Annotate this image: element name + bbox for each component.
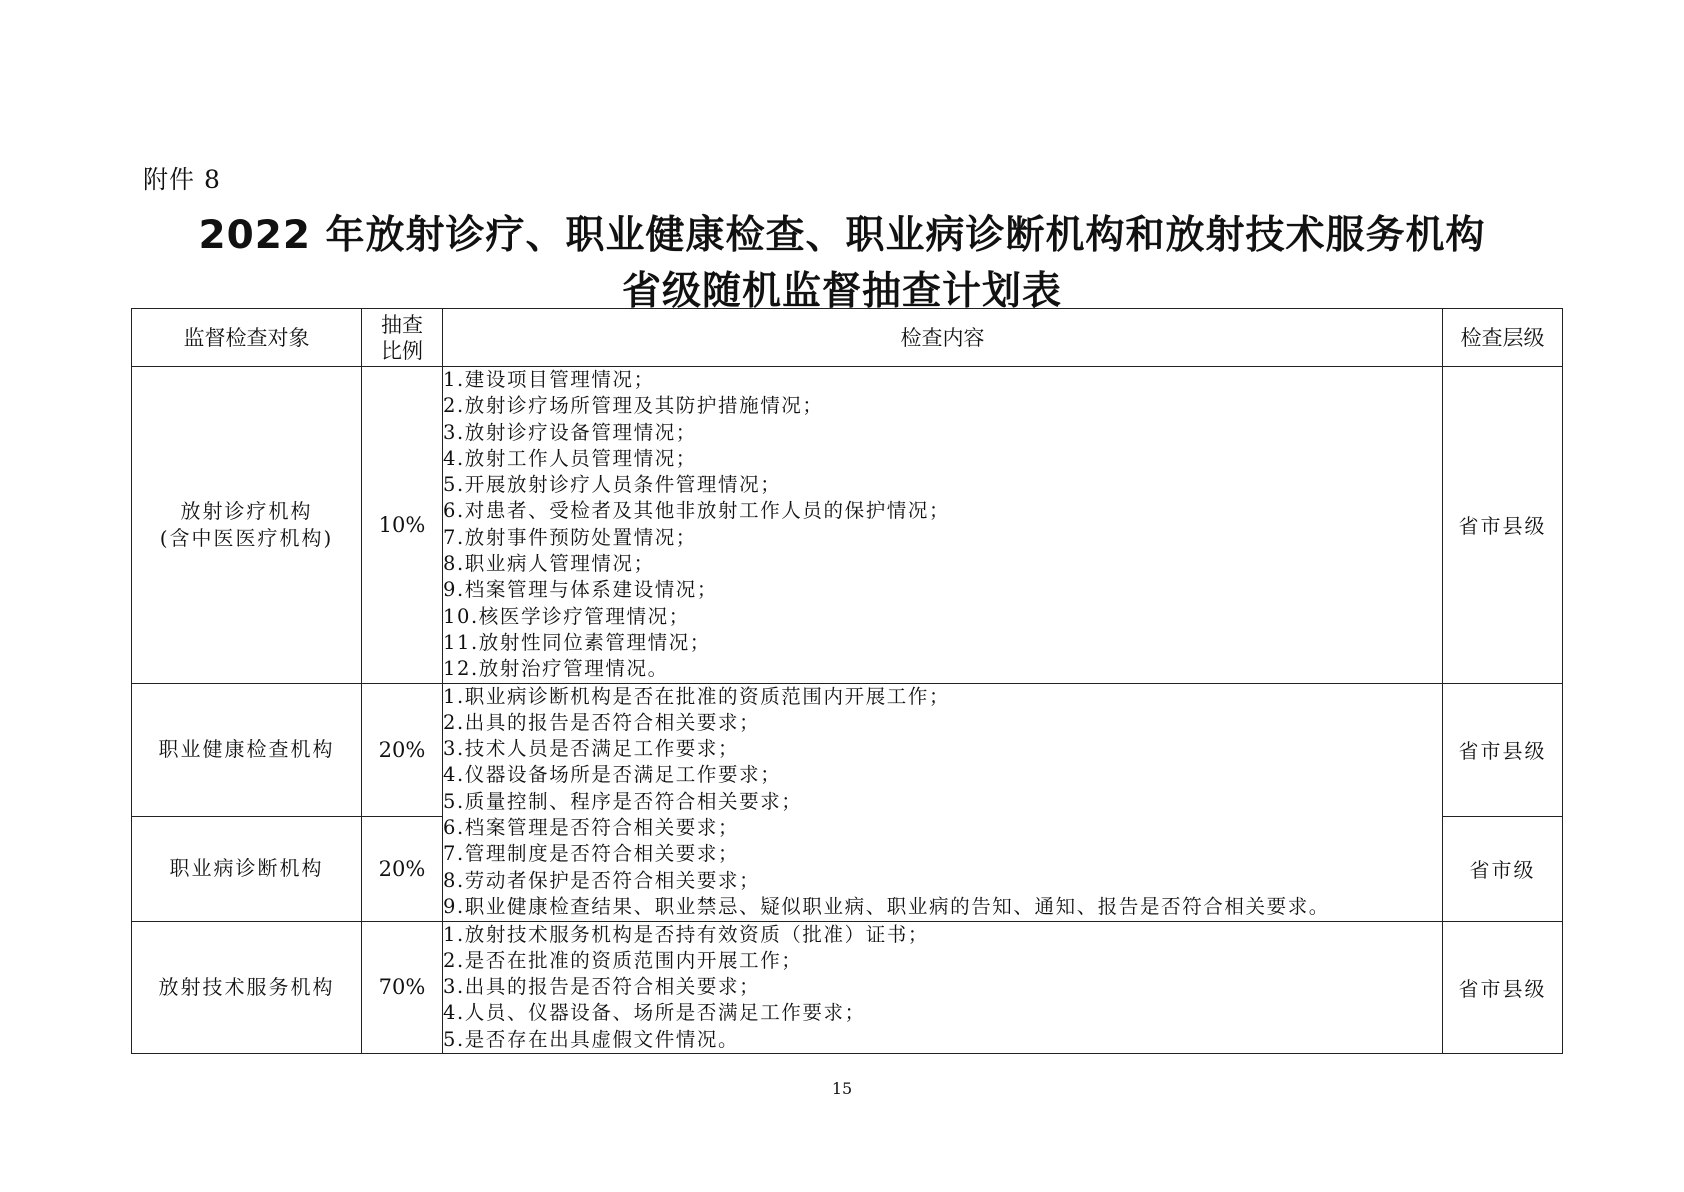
content-item: 7.放射事件预防处置情况；: [443, 525, 697, 549]
content-item: 11.放射性同位素管理情况；: [443, 630, 711, 654]
content-item: 7.管理制度是否符合相关要求；: [443, 842, 740, 866]
row-content: [443, 921, 1443, 1053]
header-ratio-line2: 比例: [381, 338, 423, 363]
content-item: 8.职业病人管理情况；: [443, 552, 655, 576]
header-content: 检查内容: [443, 309, 1443, 367]
document-title-line1: 2022 年放射诊疗、职业健康检查、职业病诊断机构和放射技术服务机构: [198, 213, 1486, 258]
content-item: 5.质量控制、程序是否符合相关要求；: [443, 789, 803, 813]
content-item: 9.职业健康检查结果、职业禁忌、疑似职业病、职业病的告知、通知、报告是否符合相关要求。: [443, 894, 1330, 918]
content-item: 6.档案管理是否符合相关要求；: [443, 816, 740, 840]
row-level: 省市县级: [1443, 921, 1563, 1053]
content-item: 4.放射工作人员管理情况；: [443, 446, 697, 470]
content-item: 10.核医学诊疗管理情况；: [443, 604, 690, 628]
table-header-row: [132, 309, 1563, 367]
header-ratio: [362, 309, 443, 367]
content-item: 12.放射治疗管理情况。: [443, 657, 669, 681]
content-item: 1.放射技术服务机构是否持有效资质（批准）证书；: [443, 922, 930, 946]
page-number: 15: [831, 1079, 853, 1098]
row-object: 职业健康检查机构: [132, 683, 362, 816]
shared-content: [443, 683, 1443, 921]
content-item: 1.职业病诊断机构是否在批准的资质范围内开展工作；: [443, 684, 951, 708]
row-content: [443, 367, 1443, 684]
content-item: 5.是否存在出具虚假文件情况。: [443, 1027, 740, 1051]
content-item: 2.出具的报告是否符合相关要求；: [443, 710, 761, 734]
table-row: [132, 683, 1563, 816]
row-object: 放射技术服务机构: [132, 921, 362, 1053]
table-row: [132, 367, 1563, 684]
row-object: 职业病诊断机构: [132, 816, 362, 921]
content-item: 6.对患者、受检者及其他非放射工作人员的保护情况；: [443, 499, 951, 523]
header-object: 监督检查对象: [132, 309, 362, 367]
document-title-line2: 省级随机监督抽查计划表: [621, 269, 1062, 314]
content-item: 3.技术人员是否满足工作要求；: [443, 737, 740, 761]
content-item: 4.人员、仪器设备、场所是否满足工作要求；: [443, 1001, 866, 1025]
header-ratio-line1: 抽查: [381, 312, 423, 337]
table-row: [132, 921, 1563, 1053]
content-item: 9.档案管理与体系建设情况；: [443, 578, 719, 602]
row-ratio: 20%: [362, 816, 443, 921]
content-item: 3.放射诊疗设备管理情况；: [443, 420, 697, 444]
row-object-line1: 放射诊疗机构: [180, 498, 313, 523]
content-item: 3.出具的报告是否符合相关要求；: [443, 975, 761, 999]
inspection-plan-table: [131, 308, 1563, 1054]
row-level: 省市县级: [1443, 683, 1563, 816]
header-level: 检查层级: [1443, 309, 1563, 367]
row-ratio: 20%: [362, 683, 443, 816]
attachment-label: 附件 8: [143, 165, 221, 194]
row-ratio: 70%: [362, 921, 443, 1053]
content-item: 4.仪器设备场所是否满足工作要求；: [443, 763, 782, 787]
content-item: 5.开展放射诊疗人员条件管理情况；: [443, 473, 782, 497]
content-item: 2.是否在批准的资质范围内开展工作；: [443, 948, 803, 972]
row-level: 省市级: [1443, 816, 1563, 921]
row-object-line2: (含中医医疗机构): [159, 525, 334, 550]
content-item: 8.劳动者保护是否符合相关要求；: [443, 868, 761, 892]
row-level: 省市县级: [1443, 367, 1563, 684]
content-item: 2.放射诊疗场所管理及其防护措施情况；: [443, 394, 824, 418]
row-object: [132, 367, 362, 684]
content-item: 1.建设项目管理情况；: [443, 368, 655, 391]
row-ratio: 10%: [362, 367, 443, 684]
